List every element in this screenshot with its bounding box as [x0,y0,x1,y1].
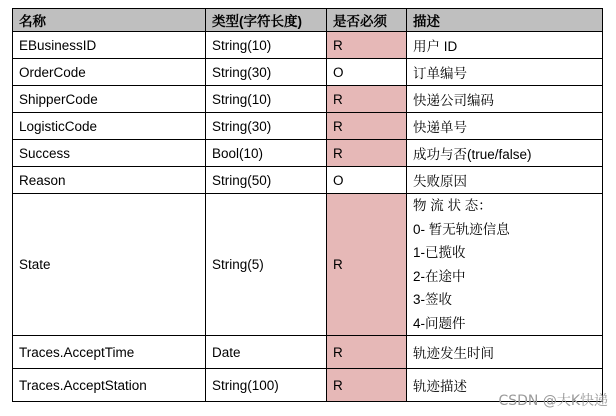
cell-name: State [13,194,206,336]
state-desc-line: 0- 暂无轨迹信息 [413,221,510,237]
table-row [13,194,603,336]
cell-description: 轨迹发生时间 [407,336,603,369]
state-desc-line: 3-签收 [413,292,453,307]
cell-type: String(5) [206,194,327,336]
header-description: 描述 [407,9,603,32]
cell-required: R [327,194,407,336]
cell-description: 用户 ID [407,32,603,59]
table-row [13,336,603,369]
table-row [13,86,603,113]
cell-name: Traces.AcceptTime [13,336,206,369]
cell-required: R [327,32,407,59]
cell-required: R [327,369,407,402]
cell-name: LogisticCode [13,113,206,140]
table-row [13,32,603,59]
cell-description: 失败原因 [407,167,603,194]
table-row [13,140,603,167]
cell-description: 快递单号 [407,113,603,140]
cell-description: 快递公司编码 [407,86,603,113]
cell-required: R [327,86,407,113]
cell-required: R [327,336,407,369]
state-desc-line: 4-问题件 [413,315,466,331]
state-desc-line: 物 流 状 态： [413,198,492,213]
cell-name: EBusinessID [13,32,206,59]
cell-name: ShipperCode [13,86,206,113]
table-row [13,113,603,140]
cell-description: 成功与否(true/false) [407,140,603,167]
header-required: 是否必须 [327,9,407,32]
watermark: CSDN @大K快递 [498,393,608,409]
cell-description [407,194,603,336]
cell-type: String(100) [206,369,327,402]
cell-required: R [327,113,407,140]
cell-required: O [327,59,407,86]
cell-description: 订单编号 [407,59,603,86]
cell-description: 轨迹描述 [407,369,603,402]
table-row [13,59,603,86]
cell-required: R [327,140,407,167]
header-name: 名称 [13,9,206,32]
cell-type: String(10) [206,86,327,113]
cell-name: OrderCode [13,59,206,86]
cell-required: O [327,167,407,194]
cell-type: String(30) [206,59,327,86]
table-header-row [13,9,603,32]
cell-type: String(10) [206,32,327,59]
cell-name: Success [13,140,206,167]
cell-name: Traces.AcceptStation [13,369,206,402]
table-row [13,167,603,194]
cell-name: Reason [13,167,206,194]
header-type: 类型(字符长度) [206,9,327,32]
cell-type: String(30) [206,113,327,140]
api-field-table [12,8,603,402]
cell-type: Bool(10) [206,140,327,167]
cell-type: Date [206,336,327,369]
cell-type: String(50) [206,167,327,194]
state-desc-line: 2-在途中 [413,268,466,284]
state-desc-line: 1-已揽收 [413,245,466,260]
